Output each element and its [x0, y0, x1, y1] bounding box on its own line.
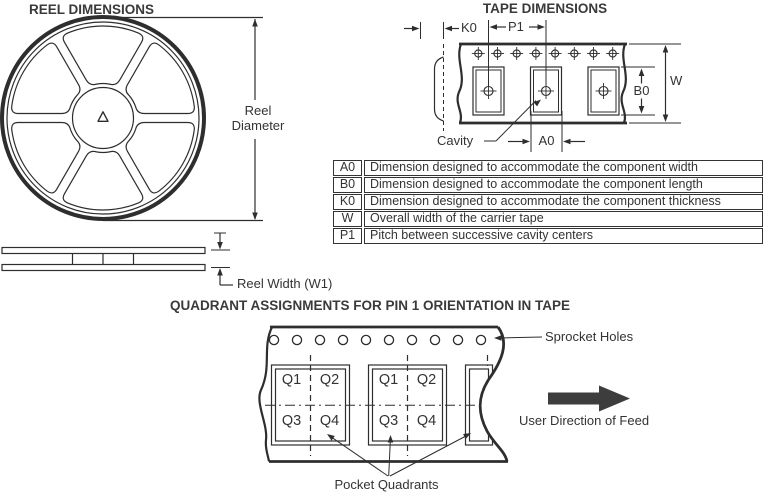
table-row — [333, 177, 763, 193]
dim-code: K0 — [333, 194, 362, 210]
reel-dimensions-title: REEL DIMENSIONS — [29, 2, 155, 17]
sprocket-holes-label: Sprocket Holes — [545, 329, 634, 344]
carrier-tape-front-view — [458, 44, 627, 123]
pocket-quadrants-leaders — [327, 433, 471, 476]
table-row — [333, 228, 763, 244]
dim-code: B0 — [333, 177, 362, 193]
reel-width-dimension — [211, 233, 233, 285]
reel-diameter-label: Reel Diameter — [231, 103, 285, 133]
reel-front-view — [2, 17, 204, 219]
dim-description: Pitch between successive cavity centers — [364, 228, 763, 244]
p1-label: P1 — [508, 19, 524, 34]
pocket2-q3: Q3 — [378, 413, 399, 429]
dim-description: Overall width of the carrier tape — [364, 211, 763, 227]
reel-width-label: Reel Width (W1) — [237, 276, 333, 291]
dim-code: A0 — [333, 160, 362, 176]
pocket1-q3: Q3 — [281, 413, 302, 429]
feed-direction-label: User Direction of Feed — [519, 413, 650, 428]
pocket2-q2: Q2 — [416, 372, 437, 388]
dimension-legend-table — [333, 160, 763, 244]
cavity-label: Cavity — [437, 133, 474, 148]
k0-dimension — [404, 22, 459, 39]
table-row — [333, 194, 763, 210]
dim-description: Dimension designed to accommodate the component width — [364, 160, 763, 176]
dim-description: Dimension designed to accommodate the component thickness — [364, 194, 763, 210]
pocket1-q1: Q1 — [281, 372, 302, 388]
quadrant-title: QUADRANT ASSIGNMENTS FOR PIN 1 ORIENTATION IN TAPE — [169, 298, 570, 313]
pocket1-q2: Q2 — [319, 372, 340, 388]
pocket-quadrants-label: Pocket Quadrants — [334, 477, 439, 492]
dim-code: P1 — [333, 228, 362, 244]
w-label: W — [670, 73, 683, 88]
a0-label: A0 — [538, 133, 555, 148]
tape-dimensions-title: TAPE DIMENSIONS — [482, 1, 608, 16]
reel-side-view — [2, 248, 205, 271]
dim-description: Dimension designed to accommodate the component length — [364, 177, 763, 193]
pocket2-q1: Q1 — [378, 372, 399, 388]
pocket2-q4: Q4 — [416, 413, 437, 429]
table-row — [333, 160, 763, 176]
table-row — [333, 211, 763, 227]
k0-label: K0 — [461, 20, 477, 35]
pocket1-q4: Q4 — [319, 413, 340, 429]
quadrant-sprocket-holes — [269, 335, 485, 344]
tape-side-profile — [435, 44, 444, 131]
dim-code: W — [333, 211, 362, 227]
feed-direction-arrow — [548, 386, 630, 412]
b0-label: B0 — [633, 83, 650, 98]
